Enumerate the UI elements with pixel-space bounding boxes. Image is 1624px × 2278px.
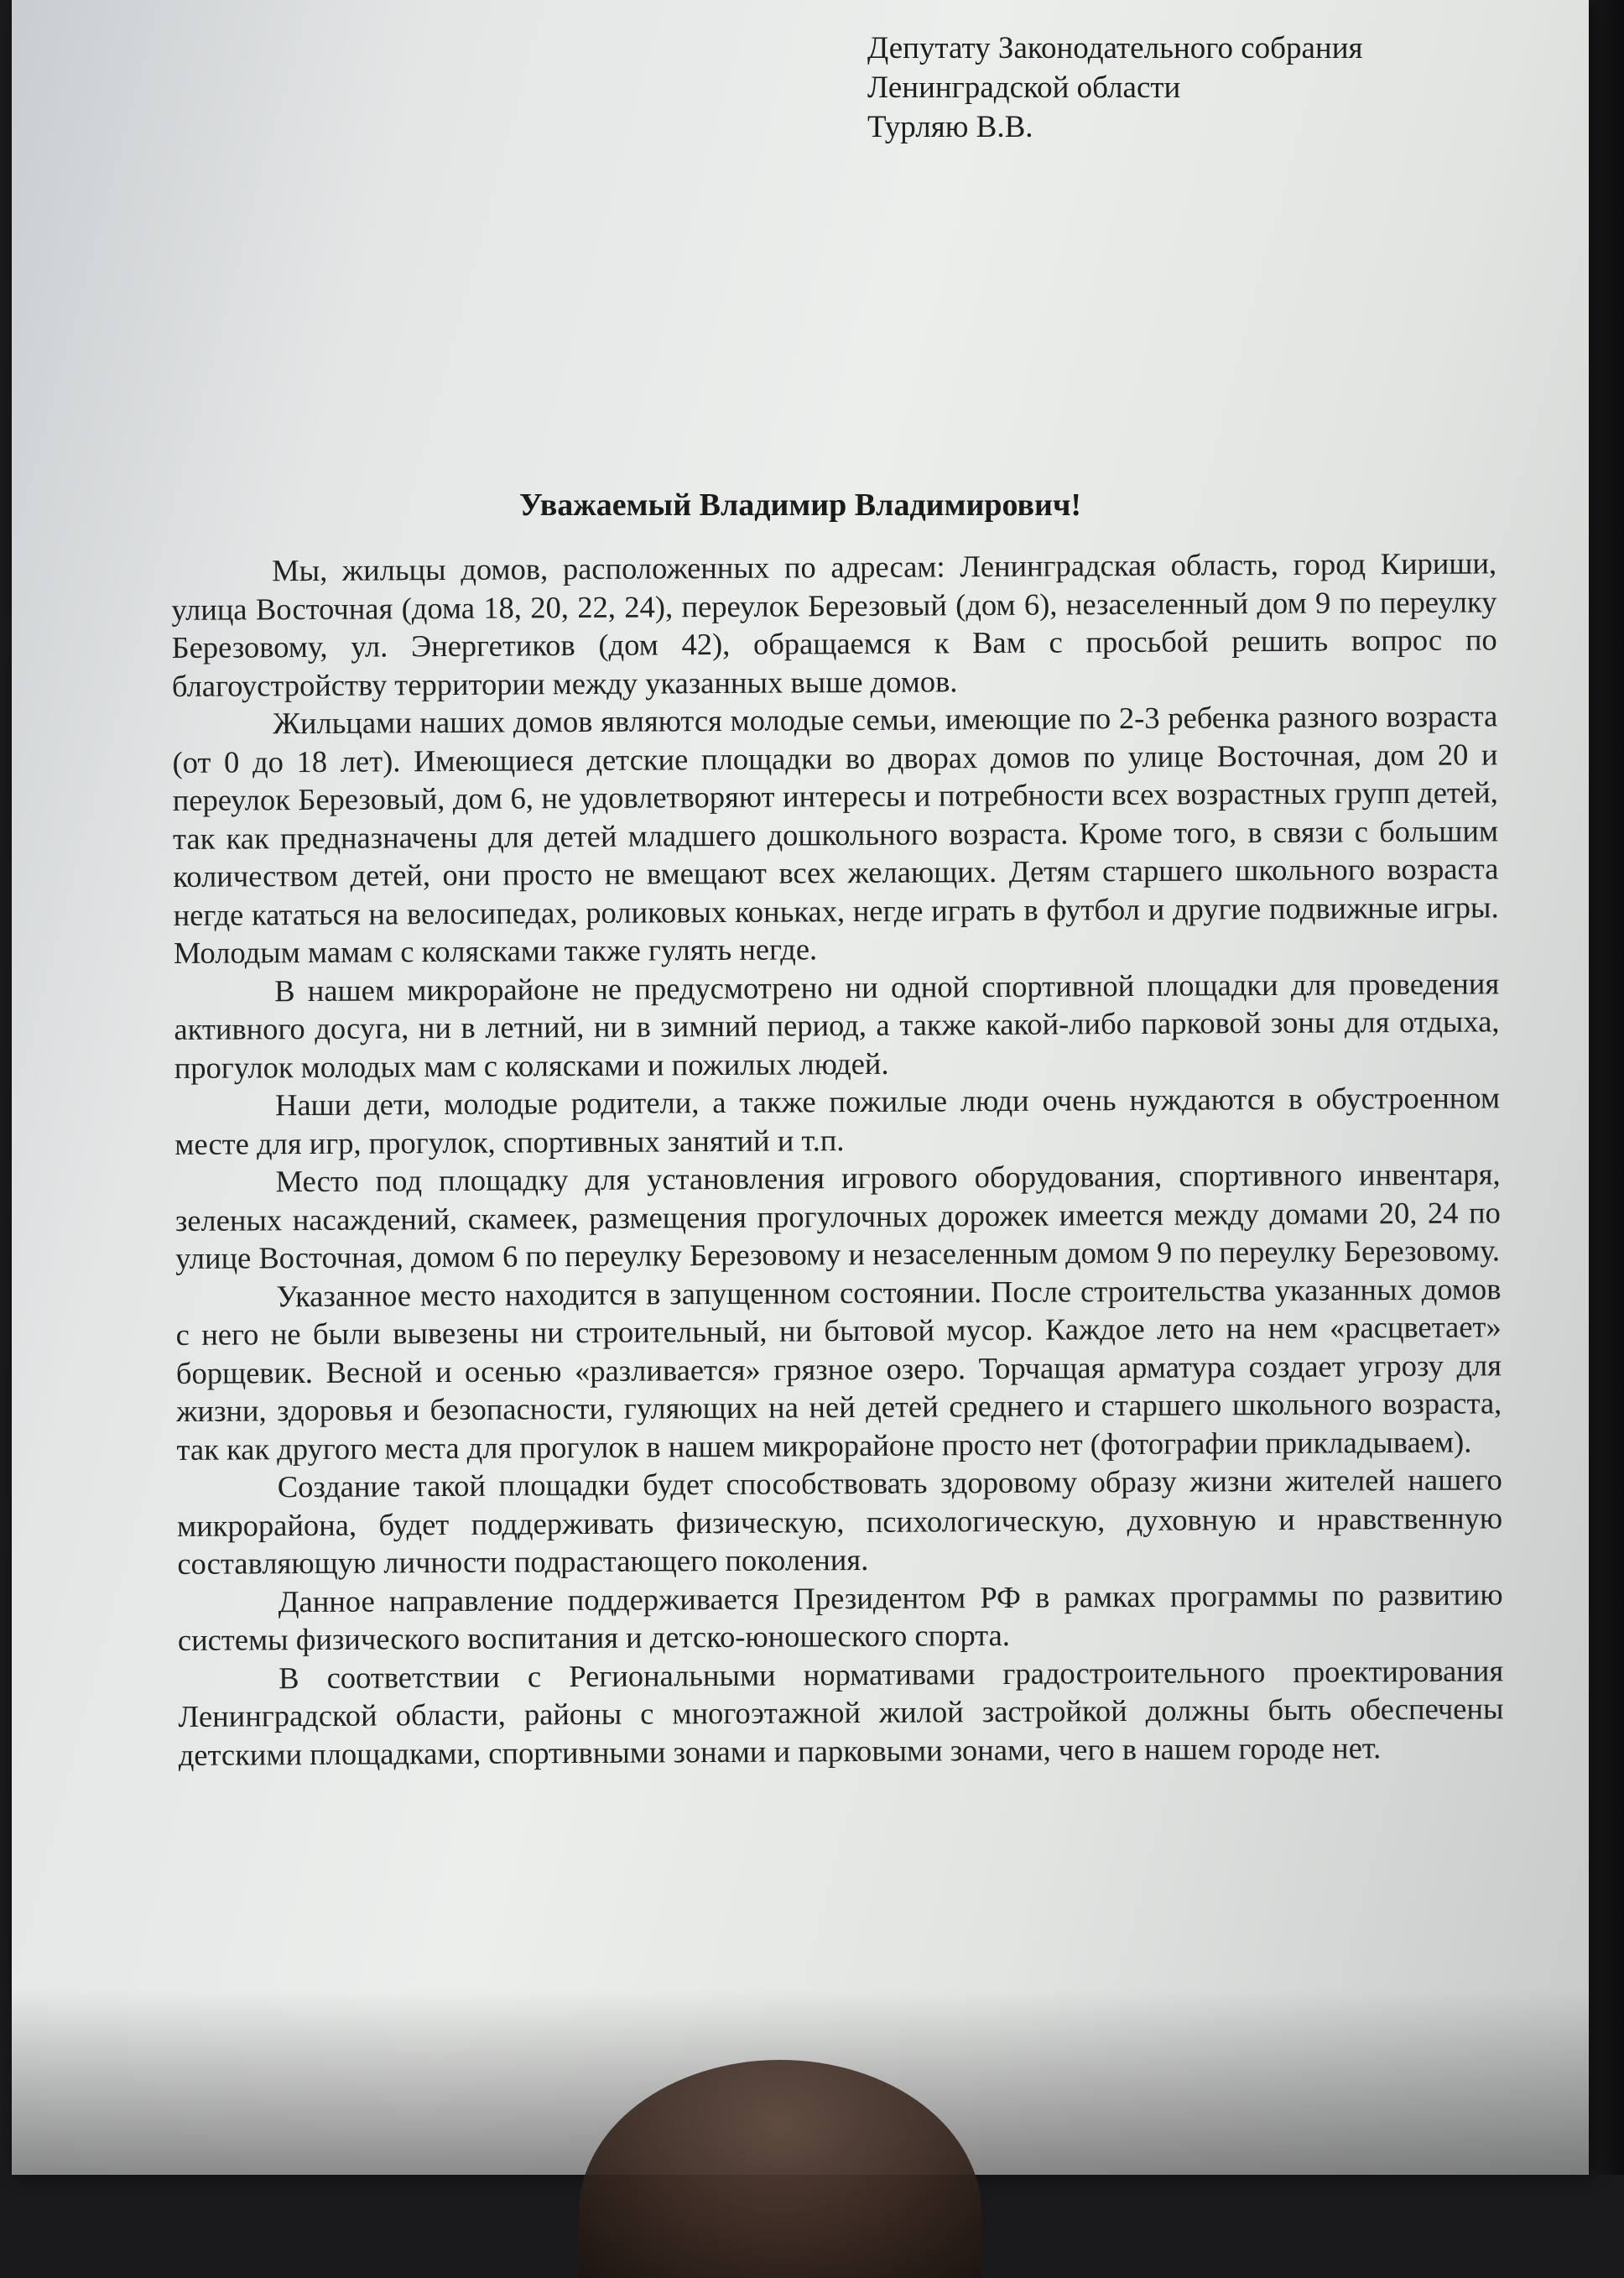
paragraph: В соответствии с Региональными нормативами градостроительного проектирования Ленинградской области, районы с многоэтажной жилой застройкой должны быть обеспечены детскими площадками, спортивными зонами и парковыми зонами, чего в нашем городе нет. xyxy=(178,1652,1504,1772)
letter-page xyxy=(12,0,1589,2175)
paragraph: Создание такой площадки будет способствовать здоровому образу жизни жителей нашего микрорайона, будет поддерживать физическую, психологическую, духовную и нравственную составляющую личности подрастающего поколения. xyxy=(176,1462,1503,1581)
paragraph: Жильцами наших домов являются молодые семьи, имеющие по 2-3 ребенка разного возраста (от 0 до 18 лет). Имеющиеся детские площадки во дворах домов по улице Восточная, дом 20 и переулок Березовый, дом 6, не удовлетворяют интересы и потребности всех возрастных групп детей, так как предназначены для детей младшего дошкольного возраста. Кроме того, в связи с большим количеством детей, они просто не вмещают всех желающих. Детям старшего школьного возраста негде кататься на велосипедах, роликовых коньках, негде играть в футбол и другие подвижные игры. Молодым мамам с колясками также гулять негде. xyxy=(172,698,1499,970)
paragraph: Мы, жильцы домов, расположенных по адресам: Ленинградская область, город Кириши, улица Восточная (дома 18, 20, 22, 24), переулок Березовый (дом 6), незаселенный дом 9 по переулку Березовому, ул. Энергетиков (дом 42), обращаемся к Вам с просьбой решить вопрос по благоустройству территории между указанных выше домов. xyxy=(171,545,1497,703)
paragraph: Наши дети, молодые родители, а также пожилые люди очень нуждаются в обустроенном месте для игр, прогулок, спортивных занятий и т.п. xyxy=(174,1080,1501,1161)
letter-body xyxy=(171,544,1504,1774)
addressee-line: Депутату Законодательного собрания xyxy=(867,31,1363,65)
addressee-block xyxy=(867,29,1363,147)
paragraph: Указанное место находится в запущенном состоянии. После строительства указанных домов с него не были вывезены ни строительный, ни бытовой мусор. Каждое лето на нем «расцветает» борщевик. Весной и осенью «разливается» грязное озеро. Торчащая арматура создает угрозу для жизни, здоровья и безопасности, гуляющих на ней детей среднего и старшего школьного возраста, так как другого места для прогулок в нашем микрорайоне просто нет (фотографии прикладываем). xyxy=(175,1270,1502,1467)
paragraph: В нашем микрорайоне не предусмотрено ни одной спортивной площадки для проведения активного досуга, ни в летний, ни в зимний период, а также какой-либо парковой зоны для отдыха, прогулок молодых мам с колясками и пожилых людей. xyxy=(174,965,1500,1085)
addressee-line: Ленинградской области xyxy=(867,70,1181,105)
salutation: Уважаемый Владимир Владимирович! xyxy=(518,487,1082,523)
addressee-line: Турляю В.В. xyxy=(867,110,1033,144)
paragraph: Данное направление поддерживается Президентом РФ в рамках программы по развитию системы физического воспитания и детско-юношеского спорта. xyxy=(177,1576,1503,1657)
paragraph: Место под площадку для установления игрового оборудования, спортивного инвентаря, зеленых насаждений, скамеек, размещения прогулочных дорожек имеется между домами 20, 24 по улице Восточная, домом 6 по переулку Березовому и незаселенным домом 9 по переулку Березовому. xyxy=(174,1156,1501,1275)
